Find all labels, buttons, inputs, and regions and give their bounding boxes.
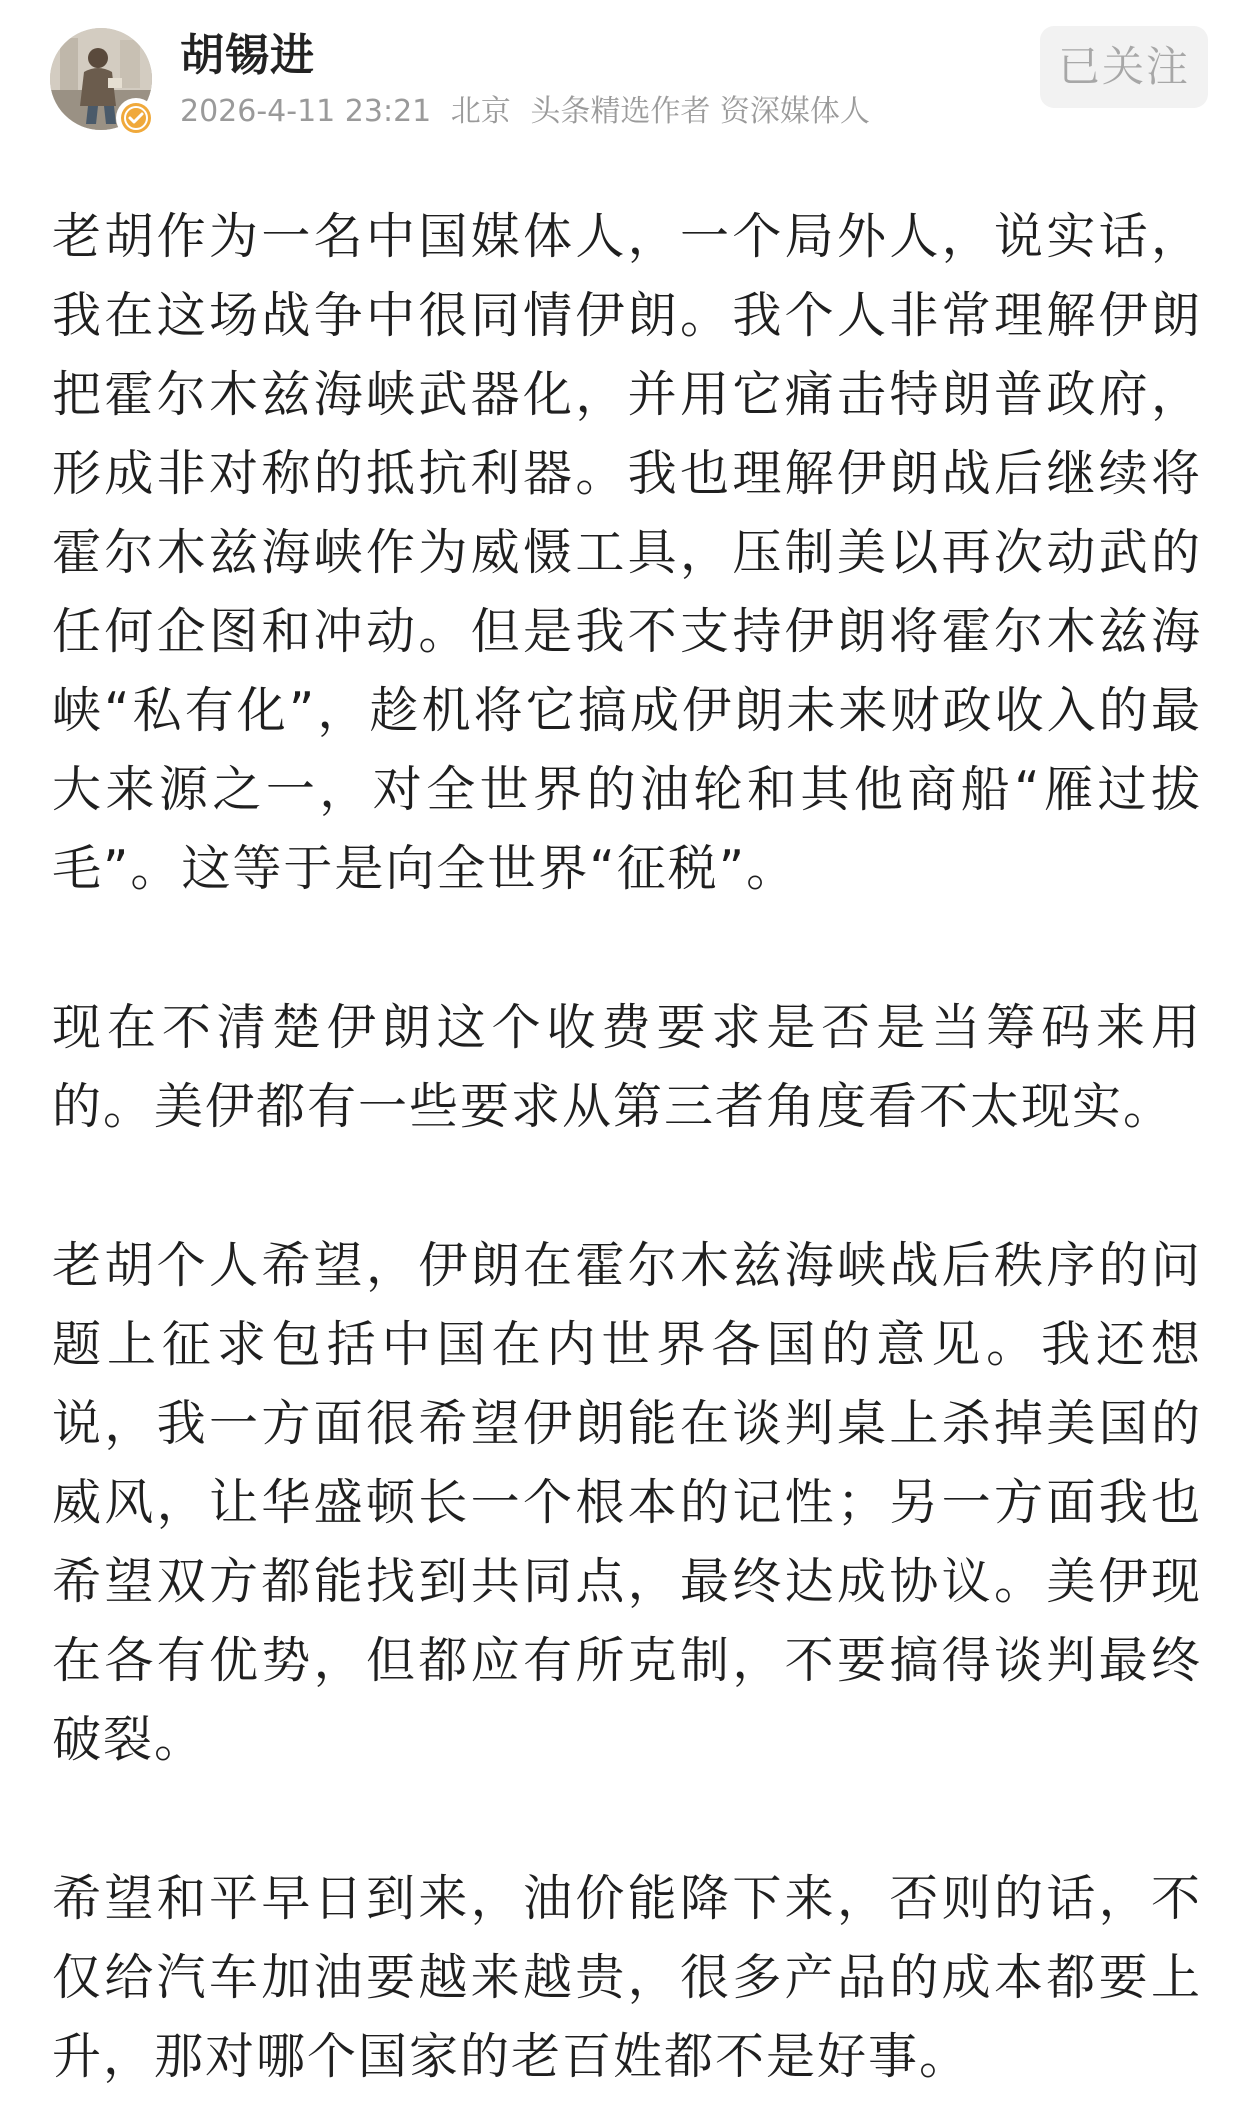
article-paragraph: 老胡作为一名中国媒体人，一个局外人，说实话，我在这场战争中很同情伊朗。我个人非常理解伊朗把霍尔木兹海峡武器化，并用它痛击特朗普政府，形成非对称的抵抗利器。我也理解伊朗战后继续将霍尔木兹海峡作为威慑工具，压制美以再次动武的任何企图和冲动。但是我不支持伊朗将霍尔木兹海峡“私有化”，趁机将它搞成伊朗未来财政收入的最大来源之一，对全世界的油轮和其他商船“雁过拔毛”。这等于是向全世界“征税”。	[52, 208, 1202, 897]
post-location: 北京	[450, 94, 511, 129]
post-datetime: 2026-4-11 23:21	[180, 94, 432, 129]
article-header	[0, 0, 1244, 150]
post-meta	[180, 92, 880, 132]
article-paragraph: 老胡个人希望，伊朗在霍尔木兹海峡战后秩序的问题上征求包括中国在内世界各国的意见。我还想说，我一方面很希望伊朗能在谈判桌上杀掉美国的威风，让华盛顿长一个根本的记性；另一方面我也希望双方都能找到共同点，最终达成协议。美伊现在各有优势，但都应有所克制，不要搞得谈判最终破裂。	[52, 1237, 1202, 1768]
verified-badge-icon	[116, 98, 156, 138]
article-paragraph: 现在不清楚伊朗这个收费要求是否是当筹码来用的。美伊都有一些要求从第三者角度看不太现实。	[52, 999, 1202, 1135]
follow-button[interactable]: 已关注	[1040, 26, 1208, 108]
author-name[interactable]: 胡锡进	[180, 30, 315, 81]
author-titles: 头条精选作者 资深媒体人	[530, 94, 870, 129]
article-body	[52, 197, 1202, 2096]
article-paragraph: 希望和平早日到来，油价能降下来，否则的话，不仅给汽车加油要越来越贵，很多产品的成本都要上升，那对哪个国家的老百姓都不是好事。	[52, 1870, 1202, 2085]
